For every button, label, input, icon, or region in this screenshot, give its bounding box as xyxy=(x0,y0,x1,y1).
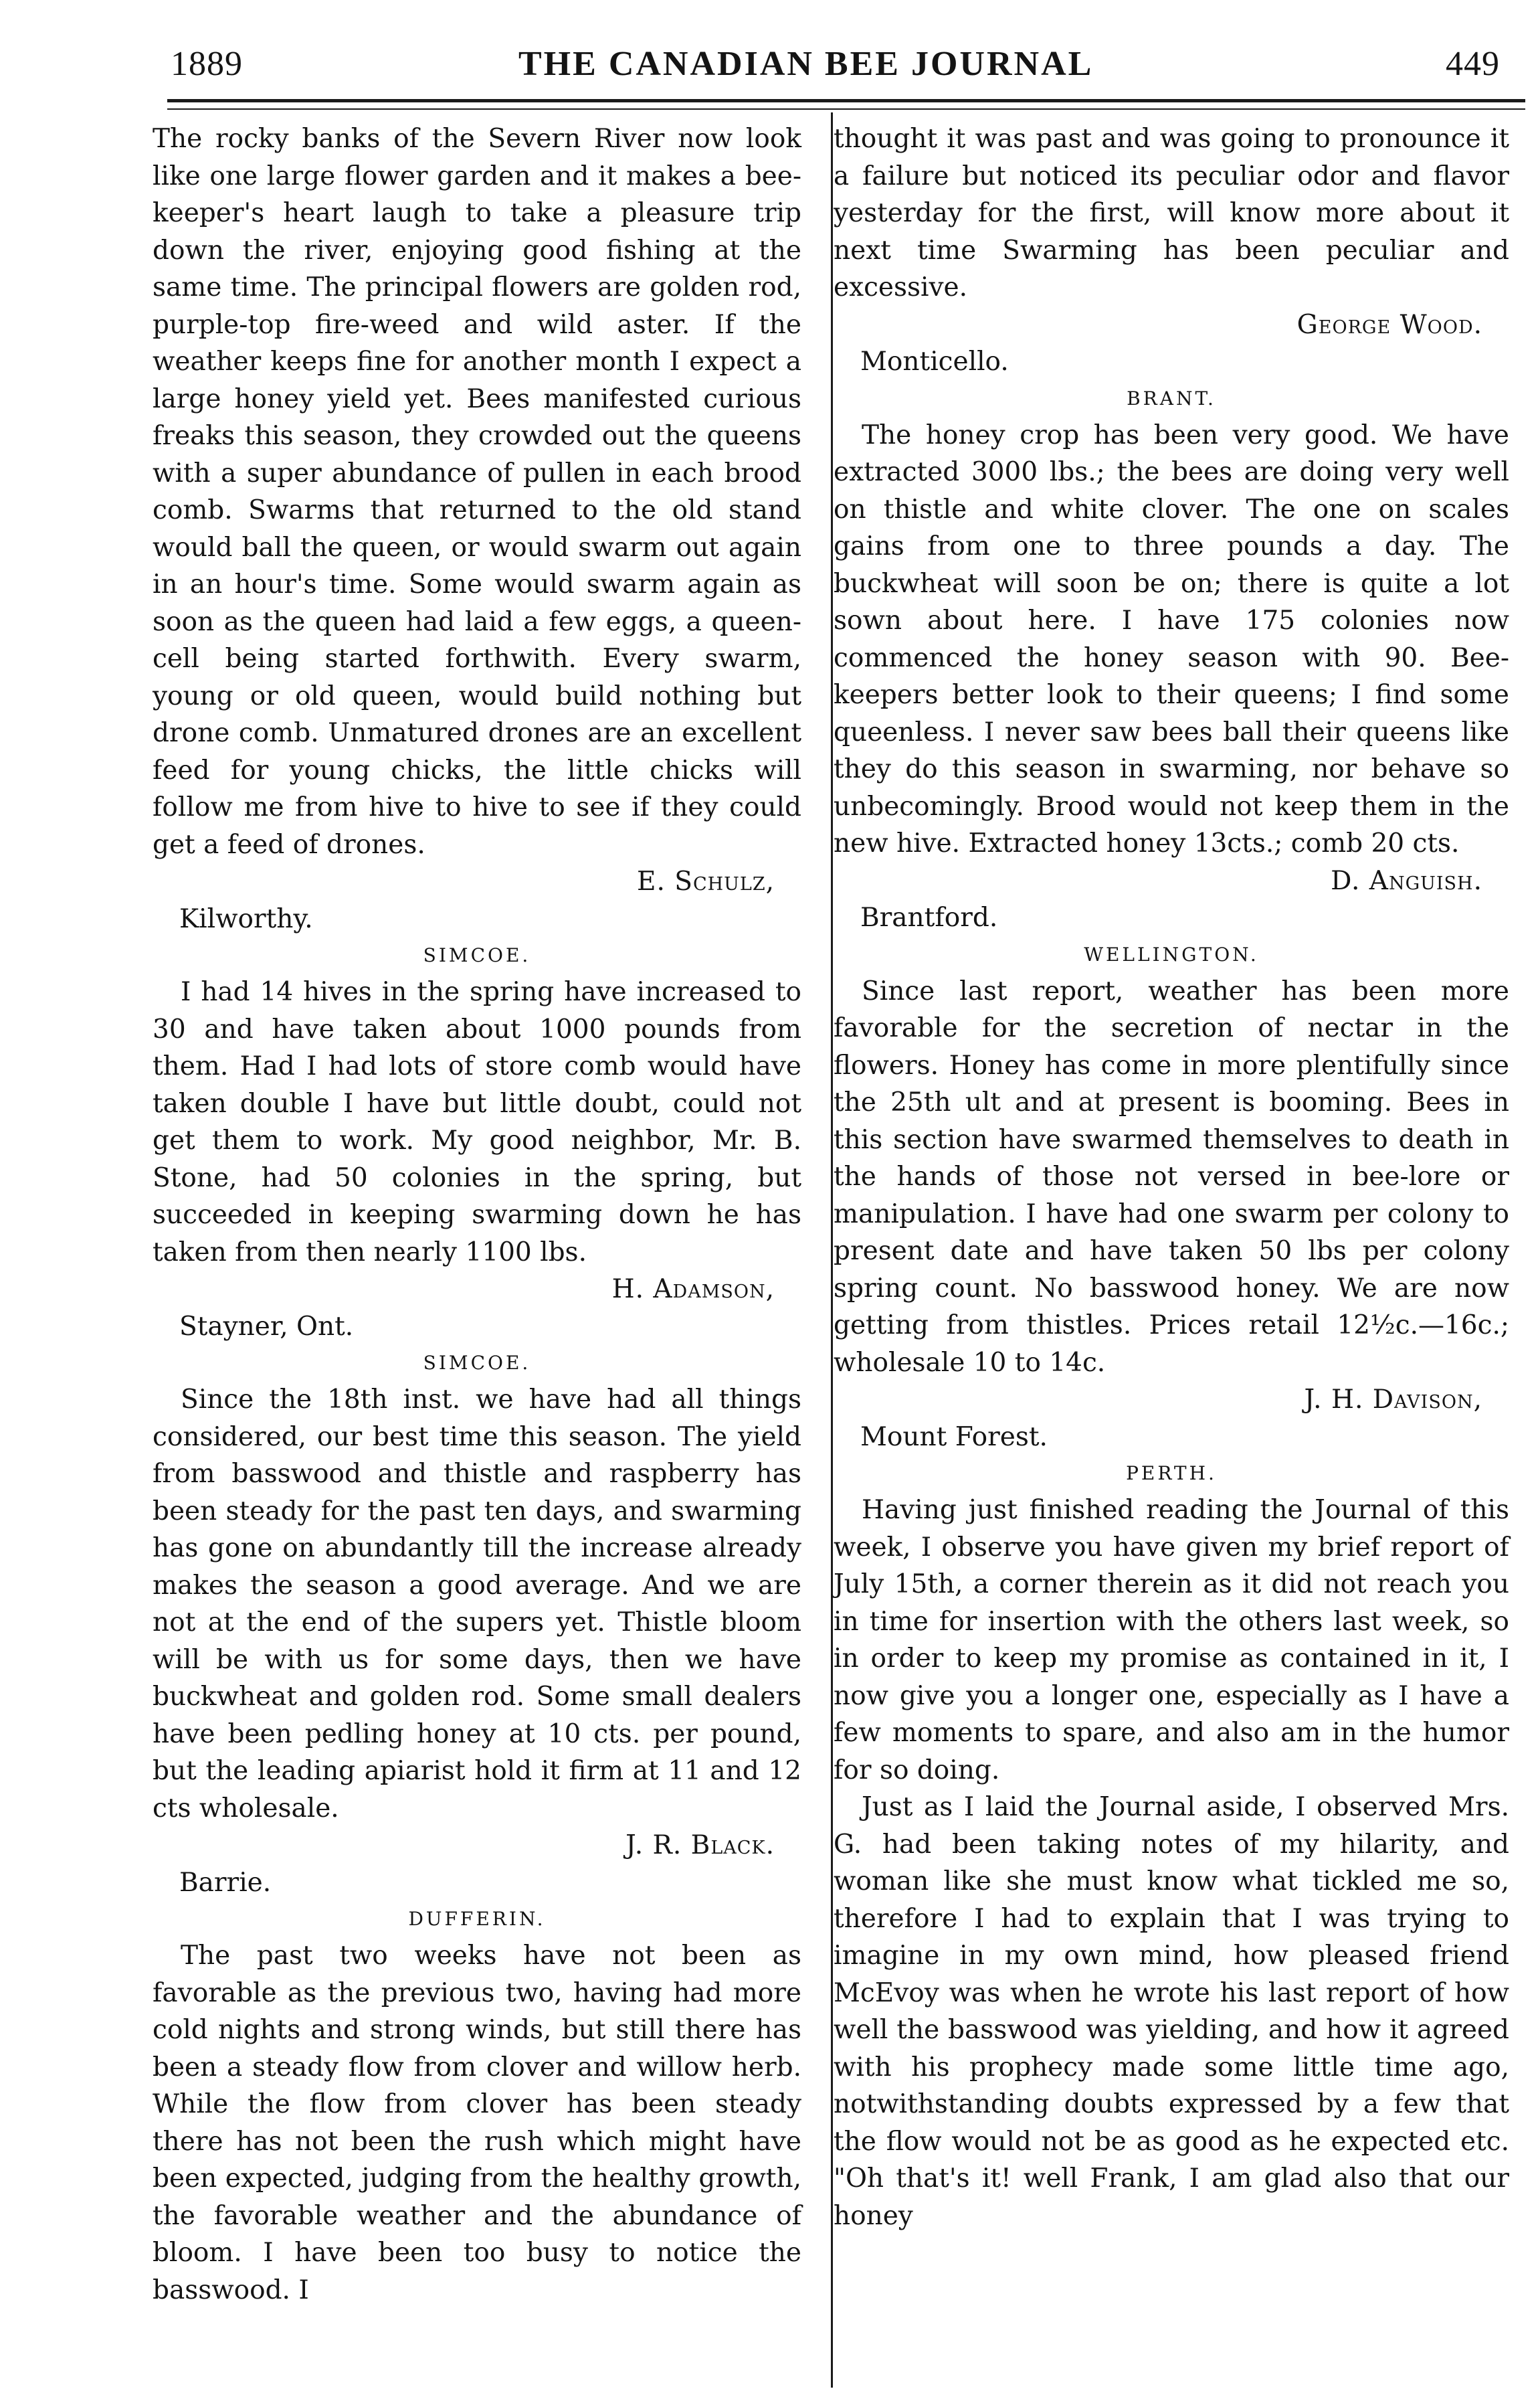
heading-simcoe-1: SIMCOE. xyxy=(423,944,531,966)
header-rule-thick xyxy=(167,99,1525,102)
anguish-place: Brantford. xyxy=(860,903,998,933)
schulz-signature: E. Schulz, xyxy=(636,867,775,897)
black-signature: J. R. Black. xyxy=(625,1830,775,1860)
black-report: Since the 18th inst. we have had all things considered, our best time this season. The yield from basswood and thistle and raspberry has been steady for the past ten days, and swarming has gone on abundantly till the increase already makes the season a good average. And we are not at the end of the supers yet. Thistle bloom will be with us for some days, then we have buckwheat and golden rod. Some small dealers have been pedling honey at 10 cts. per pound, but the leading apiarist hold it firm at 11 and 12 cts wholesale. xyxy=(153,1385,801,1824)
perth-paragraph-2: Just as I laid the Journal aside, I observed Mrs. G. had been taking notes of my hilarity, and woman like she must know what tickled me so, therefore I had to explain that I was trying to imagine in my own mind, how pleased friend McEvoy was when he wrote his last report of how well the basswood was yielding, and how it agreed with his prophecy made some little time ago, notwithstanding doubts expressed by a few that the flow would not be as good as he expected etc. "Oh that's it! well Frank, I am glad also that our honey xyxy=(834,1792,1509,2231)
right-column xyxy=(834,120,1509,2234)
black-place: Barrie. xyxy=(179,1867,272,1898)
schulz-report: The rocky banks of the Severn River now look like one large flower garden and it makes a bee-keeper's heart laugh to take a pleasure trip down the river, enjoying good fishing at the same time. The principal flowers are golden rod, purple-top fire-weed and wild aster. If the weather keeps fine for another month I expect a large honey yield yet. Bees manifested curious freaks this season, they crowded out the queens with a super abundance of pullen in each brood comb. Swarms that returned to the old stand would ball the queen, or would swarm out again in an hour's time. Some would swarm again as soon as the queen had laid a few eggs, a queen-cell being started forthwith. Every swarm, young or old queen, would build nothing but drone comb. Unmatured drones are an excellent feed for young chicks, the little chicks will follow me from hive to hive to see if they could get a feed of drones. xyxy=(153,124,801,860)
heading-simcoe-2: SIMCOE. xyxy=(423,1352,531,1374)
adamson-report: I had 14 hives in the spring have increased to 30 and have taken about 1000 pounds from them. Had I had lots of store comb would have taken double I have but little doubt, could not get them to work. My good neighbor, Mr. B. Stone, had 50 colonies in the spring, but succeeded in keeping swarming down he has taken from then nearly 1100 lbs. xyxy=(153,977,801,1267)
heading-wellington: WELLINGTON. xyxy=(1084,943,1259,966)
heading-dufferin: DUFFERIN. xyxy=(408,1908,546,1930)
journal-title: THE CANADIAN BEE JOURNAL xyxy=(518,45,1094,83)
davison-signature: J. H. Davison, xyxy=(1304,1385,1482,1415)
anguish-report: The honey crop has been very good. We have extracted 3000 lbs.; the bees are doing very well on thistle and white clover. The one on scales gains from one to three pounds a day. The buckwheat will soon be on; there is quite a lot sown about here. I have 175 colonies now commenced the honey season with 90. Bee-keepers better look to their queens; I find some queenless. I never saw bees ball their queens like they do this season in swarming, nor behave so unbecomingly. Brood would not keep them in the new hive. Extracted honey 13cts.; comb 20 cts. xyxy=(834,420,1509,859)
wood-continuation: thought it was past and was going to pronounce it a failure but noticed its peculiar odor and flavor yesterday for the first, will know more about it next time Swarming has been peculiar and excessive. xyxy=(834,124,1509,302)
perth-paragraph-1: Having just finished reading the Journal of this week, I observe you have given my brief report of July 15th, a corner therein as it did not reach you in time for insertion with the others last week, so in order to keep my promise as contained in it, I now give you a longer one, especially as I have a few moments to spare, and also am in the humor for so doing. xyxy=(834,1495,1509,1785)
left-column xyxy=(153,120,801,2309)
heading-brant: BRANT. xyxy=(1127,387,1216,410)
heading-perth: PERTH. xyxy=(1126,1462,1217,1484)
davison-report: Since last report, weather has been more favorable for the secretion of nectar in the flowers. Honey has come in more plentifully since the 25th ult and at present is booming. Bees in this section have swarmed themselves to death in the hands of those not versed in bee-lore or manipulation. I have had one swarm per colony to present date and have taken 50 lbs per colony spring count. No basswood honey. We are now getting from thistles. Prices retail 12½c.—16c.; wholesale 10 to 14c. xyxy=(834,976,1509,1378)
running-header xyxy=(171,32,1513,92)
dufferin-report: The past two weeks have not been as favorable as the previous two, having had more cold nights and strong winds, but still there has been a steady flow from clover and willow herb. While the flow from clover has been steady there has not been the rush which might have been expected, judging from the healthy growth, the favorable weather and the abundance of bloom. I have been too busy to notice the basswood. I xyxy=(153,1941,801,2305)
schulz-place: Kilworthy. xyxy=(179,903,313,934)
davison-place: Mount Forest. xyxy=(860,1421,1048,1452)
wood-place: Monticello. xyxy=(860,347,1009,377)
header-rule-thin xyxy=(167,108,1525,110)
page-number: 449 xyxy=(1446,45,1500,83)
adamson-place: Stayner, Ont. xyxy=(179,1311,354,1342)
anguish-signature: D. Anguish. xyxy=(1331,865,1482,896)
header-year: 1889 xyxy=(171,45,243,83)
adamson-signature: H. Adamson, xyxy=(611,1274,775,1304)
column-divider xyxy=(831,112,833,2388)
wood-signature: George Wood. xyxy=(1296,309,1482,340)
